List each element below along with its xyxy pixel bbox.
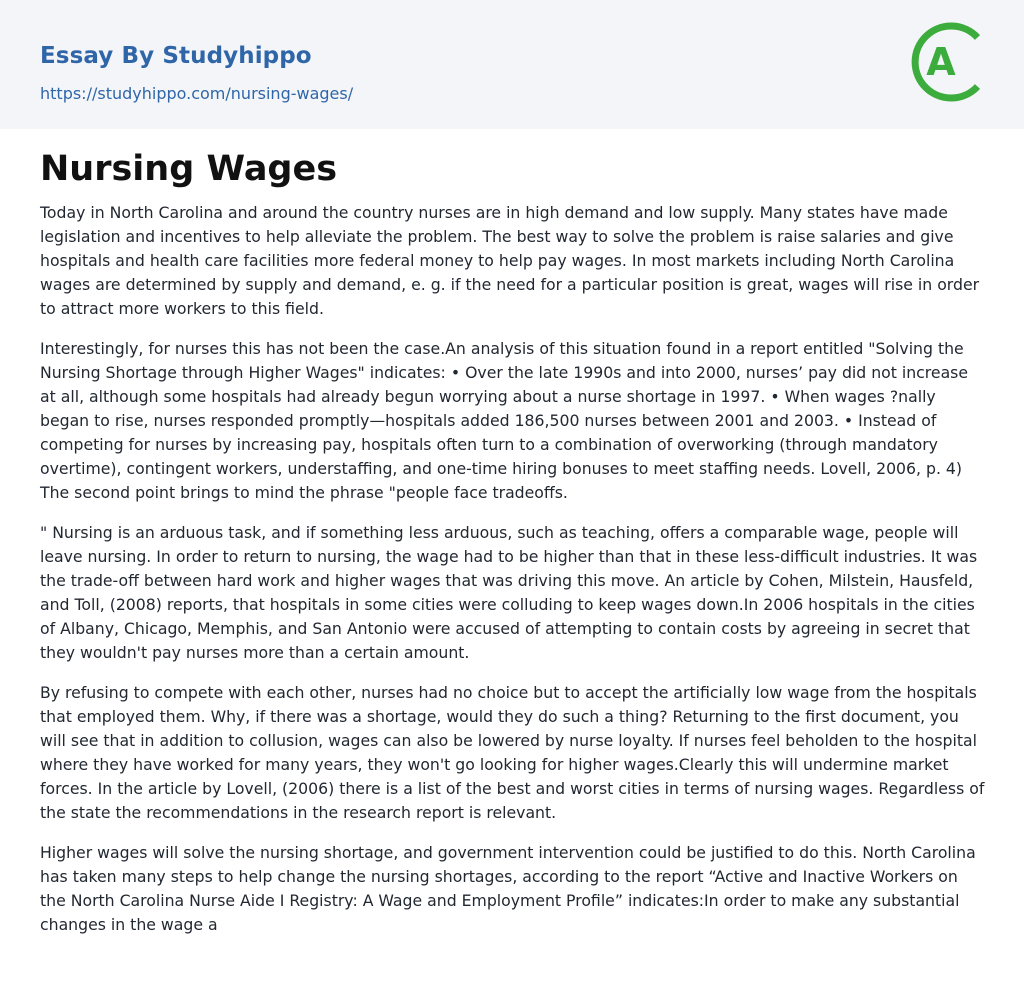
article-paragraph: Interestingly, for nurses this has not been the case.An analysis of this situation found in a report entitled "Solving the Nursing Shortage through Higher Wages" indicates: • Over the late 1990s and into 2000, nurses’ pay did not increase at all, although some hospitals had already begun worrying about a nurse shortage in 1997. • When wages ?nally began to rise, nurses responded promptly—hospitals added 186,500 nurses between 2001 and 2003. • Instead of competing for nurses by increasing pay, hospitals often turn to a combination of overworking (through mandatory overtime), contingent workers, understaffing, and one-time hiring bonuses to meet staffing needs. Lovell, 2006, p. 4) The second point brings to mind the phrase "people face tradeoffs.: [40, 339, 969, 502]
page-title: Nursing Wages: [40, 149, 338, 189]
article-paragraph: " Nursing is an arduous task, and if something less arduous, such as teaching, offers a comparable wage, people will leave nursing. In order to return to nursing, the wage had to be higher than that in these less-difficult industries. It was the trade-off between hard work and higher wages that was driving this move. An article by Cohen, Milstein, Hausfeld, and Toll, (2008) reports, that hospitals in some cities were colluding to keep wages down.In 2006 hospitals in the cities of Albany, Chicago, Memphis, and San Antonio were accused of attempting to contain costs by agreeing in secret that they wouldn't pay nurses more than a certain amount.: [40, 523, 978, 662]
studyhippo-logo-icon[interactable]: [911, 18, 987, 106]
article: [0, 149, 1024, 937]
site-title: Essay By Studyhippo: [40, 43, 312, 69]
article-paragraph: Today in North Carolina and around the country nurses are in high demand and low supply. Many states have made legislation and incentives to help alleviate the problem. The best way to solve the problem is raise salaries and give hospitals and health care facilities more federal money to help pay wages. In most markets including North Carolina wages are determined by supply and demand, e. g. if the need for a particular position is great, wages will rise in order to attract more workers to this field.: [40, 203, 980, 318]
article-paragraph: Higher wages will solve the nursing shortage, and government intervention could be justified to do this. North Carolina has taken many steps to help change the nursing shortages, according to the report “Active and Inactive Workers on the North Carolina Nurse Aide I Registry: A Wage and Employment Profile” indicates:In order to make any substantial changes in the wage a: [40, 843, 976, 934]
logo-letter: A: [926, 40, 956, 84]
page-header: [0, 0, 1024, 129]
article-paragraph: By refusing to compete with each other, nurses had no choice but to accept the artificially low wage from the hospitals that employed them. Why, if there was a shortage, would they do such a thing? Returning to the first document, you will see that in addition to collusion, wages can also be lowered by nurse loyalty. If nurses feel beholden to the hospital where they have worked for many years, they won't go looking for higher wages.Clearly this will undermine market forces. In the article by Lovell, (2006) there is a list of the best and worst cities in terms of nursing wages. Regardless of the state the recommendations in the research report is relevant.: [40, 683, 985, 822]
source-url-link[interactable]: https://studyhippo.com/nursing-wages/: [40, 84, 354, 103]
